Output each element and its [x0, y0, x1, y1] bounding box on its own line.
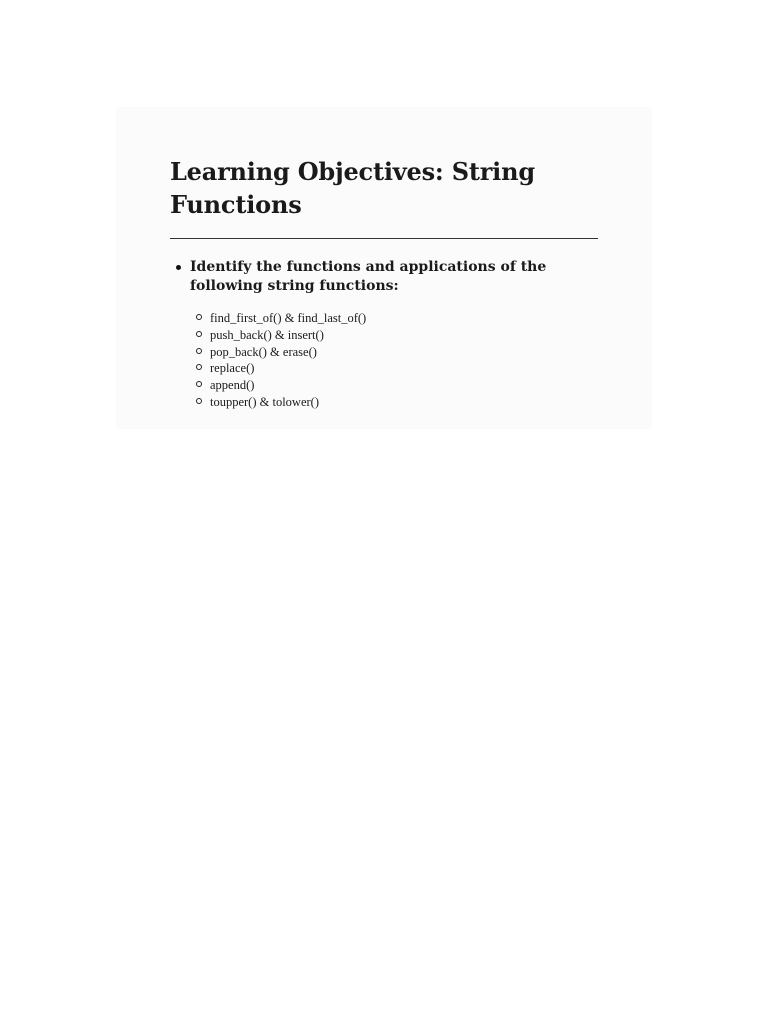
hollow-bullet-icon	[196, 331, 202, 337]
function-name: find_first_of() & find_last_of()	[210, 311, 367, 325]
list-item	[190, 359, 598, 376]
function-name: replace()	[210, 361, 255, 376]
objectives-card	[116, 107, 652, 429]
hollow-bullet-icon	[196, 398, 202, 404]
list-item	[190, 326, 598, 343]
hollow-bullet-icon	[196, 314, 202, 320]
objective-item	[170, 258, 598, 410]
objectives-list	[170, 258, 598, 410]
function-name: push_back() & insert()	[210, 327, 324, 342]
page-title: Learning Objectives: String Functions	[170, 157, 535, 219]
title-divider	[170, 238, 598, 239]
list-item	[190, 309, 598, 326]
string-functions-list	[190, 309, 598, 410]
hollow-bullet-icon	[196, 348, 202, 354]
list-item	[190, 343, 598, 360]
function-name: pop_back() & erase()	[210, 344, 317, 359]
hollow-bullet-icon	[196, 381, 202, 387]
hollow-bullet-icon	[196, 364, 202, 370]
function-name: append()	[210, 378, 255, 393]
function-name: toupper() & tolower()	[210, 394, 319, 409]
filled-bullet-icon	[176, 265, 181, 270]
list-item	[190, 393, 598, 410]
list-item	[190, 376, 598, 393]
objective-text: Identify the functions and applications of the following string functions:	[190, 259, 547, 294]
